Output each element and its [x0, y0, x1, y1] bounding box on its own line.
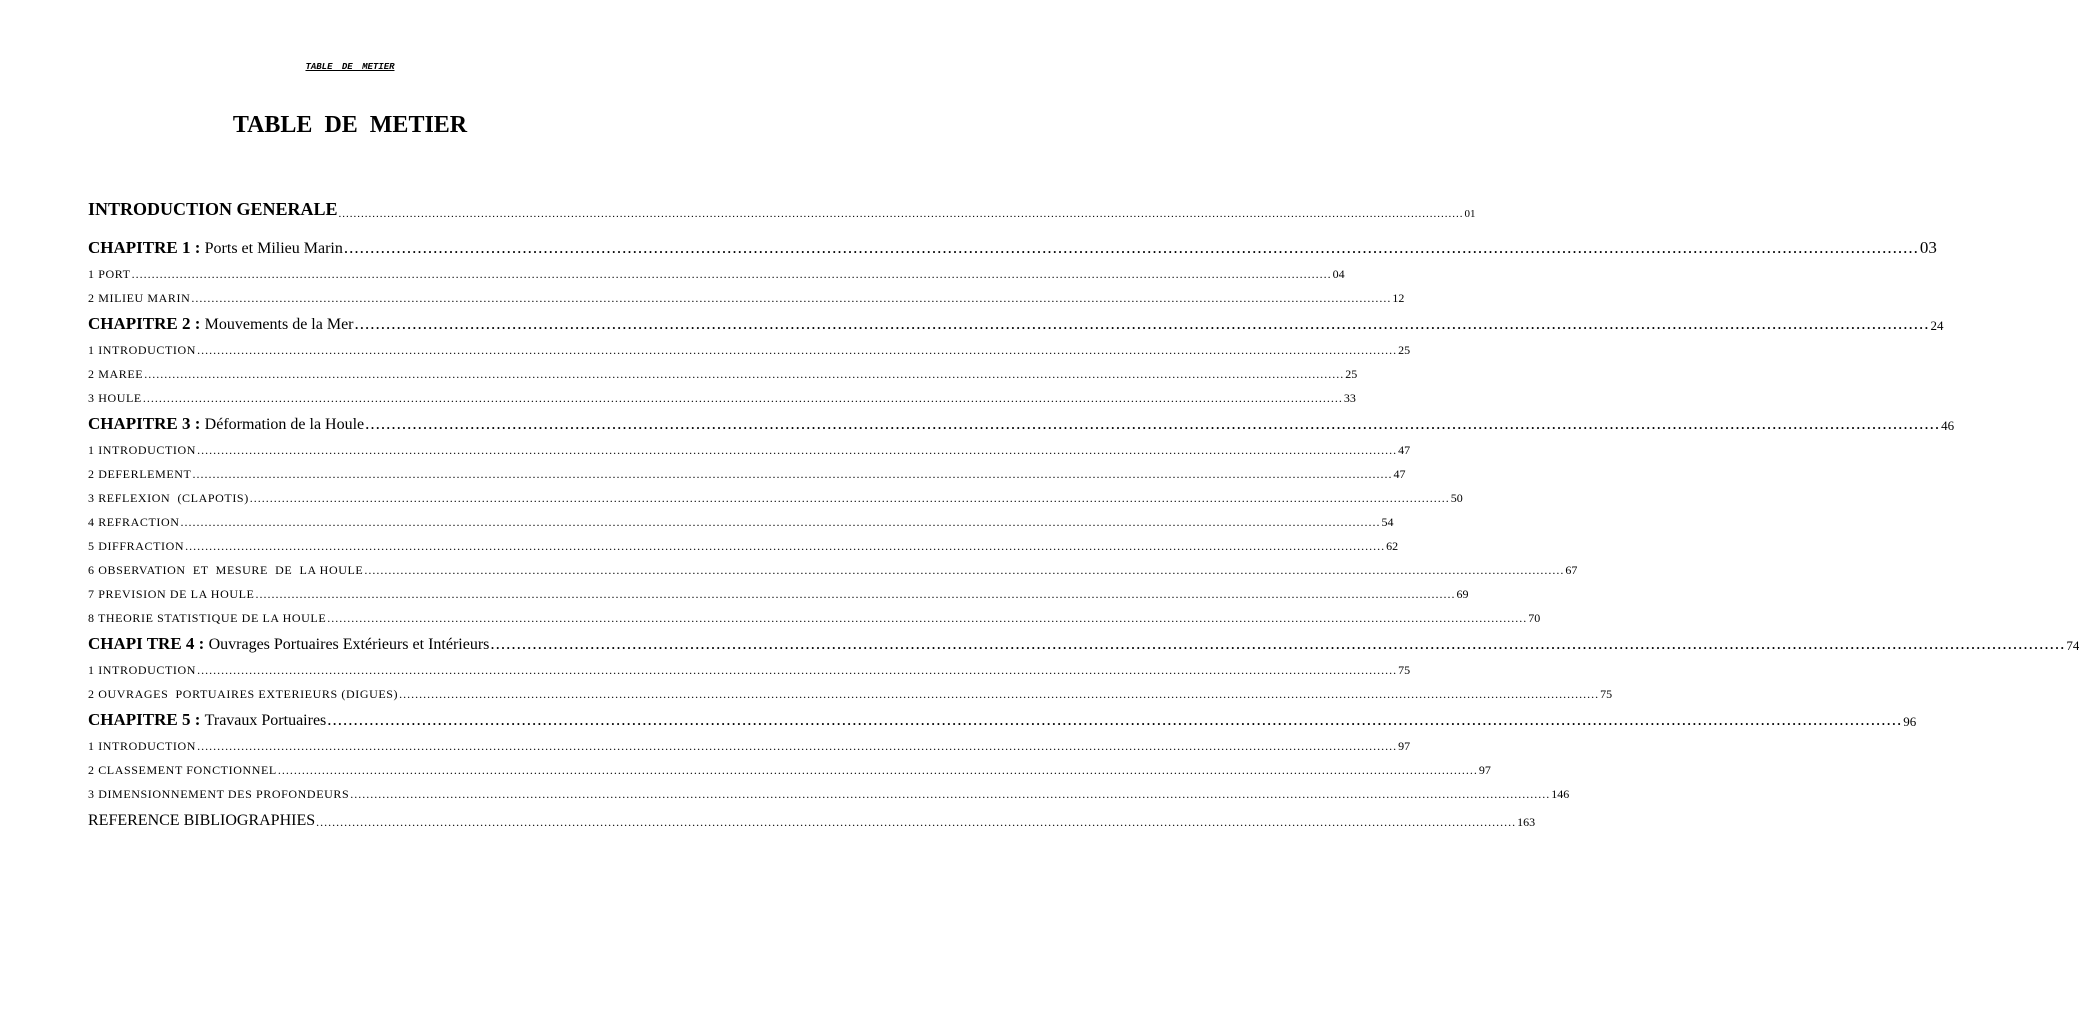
dot-leader: ............................................................................................................................................................................................................................................................................................................ [131, 267, 1332, 281]
section-page: 70 [1528, 611, 1541, 625]
section-label: 1 INTRODUCTION [88, 663, 197, 677]
toc-section [88, 778, 1570, 802]
chapter-name: Mouvements de la Mer [204, 316, 354, 333]
dot-leader: ............................................................................................................................................................................................................................................................................................................ [399, 687, 1600, 701]
section-page: 75 [1600, 687, 1613, 701]
chapter-page: 46 [1941, 418, 1955, 433]
toc-introduction-label: INTRODUCTION GENERALE [88, 199, 338, 219]
toc-references-page: 163 [1517, 815, 1536, 829]
chapter-name: Déformation de la Houle [204, 416, 365, 433]
section-label: 3 DIMENSIONNEMENT DES PROFONDEURS [88, 787, 350, 801]
section-page: 12 [1392, 291, 1405, 305]
toc-section [88, 458, 1406, 482]
section-label: 4 REFRACTION [88, 515, 180, 529]
chapter-page: 03 [1919, 238, 1937, 257]
chapter-number: CHAPITRE 5 : [88, 710, 201, 729]
section-page: 47 [1393, 467, 1406, 481]
section-page: 97 [1398, 739, 1411, 753]
toc-section [88, 530, 1399, 554]
toc-section [88, 358, 1358, 382]
section-label: 7 PREVISION DE LA HOULE [88, 587, 255, 601]
running-header: TABLE DE METIER [305, 62, 395, 72]
toc-references-label: REFERENCE BIBLIOGRAPHIES [88, 812, 316, 829]
dot-leader: ............................................................................................................................................................................................................................................................................................................ [144, 367, 1345, 381]
dot-leader: ............................................................................................................................................................................................................................................................................................................ [327, 710, 1903, 729]
chapter-page: 24 [1930, 318, 1944, 333]
section-page: 50 [1450, 491, 1463, 505]
section-page: 67 [1565, 563, 1578, 577]
toc-section [88, 434, 1411, 458]
toc-chapter-3 [88, 406, 1955, 434]
section-page: 04 [1332, 267, 1345, 281]
toc-section [88, 678, 1613, 702]
dot-leader: ............................................................................................................................................................................................................................................................................................................ [197, 443, 1398, 457]
chapter-number: CHAPI TRE 4 : [88, 634, 205, 653]
section-label: 3 HOULE [88, 391, 142, 405]
toc-section [88, 334, 1411, 358]
chapter-name: Travaux Portuaires [204, 712, 327, 729]
dot-leader: ............................................................................................................................................................................................................................................................................................................ [316, 815, 1517, 829]
section-label: 2 DEFERLEMENT [88, 467, 192, 481]
section-label: 2 MILIEU MARIN [88, 291, 191, 305]
dot-leader: ............................................................................................................................................................................................................................................................................................................ [343, 238, 1919, 257]
toc-references [88, 802, 1536, 830]
toc-chapter-1 [88, 220, 1937, 258]
toc-section [88, 578, 1469, 602]
dot-leader: ............................................................................................................................................................................................................................................................................................................ [365, 414, 1941, 433]
chapter-number: CHAPITRE 3 : [88, 414, 201, 433]
chapter-name: Ouvrages Portuaires Extérieurs et Intérieurs [208, 636, 490, 653]
chapter-number: CHAPITRE 2 : [88, 314, 201, 333]
dot-leader: ............................................................................................................................................................................................................................................................................................................ [197, 663, 1398, 677]
section-page: 69 [1456, 587, 1469, 601]
section-page: 54 [1381, 515, 1394, 529]
toc-section [88, 258, 1345, 282]
dot-leader: ............................................................................................................................................................................................................................................................................................................ [197, 343, 1398, 357]
dot-leader: ............................................................................................................................................................................................................................................................................................................ [180, 515, 1381, 529]
section-page: 62 [1386, 539, 1399, 553]
dot-leader: ............................................................................................................................................................................................................................................................................................................ [364, 563, 1565, 577]
section-label: 8 THEORIE STATISTIQUE DE LA HOULE [88, 611, 327, 625]
section-label: 2 CLASSEMENT FONCTIONNEL [88, 763, 277, 777]
toc-introduction-page: 01 [1464, 208, 1476, 220]
section-label: 2 OUVRAGES PORTUAIRES EXTERIEURS (DIGUES) [88, 687, 399, 701]
toc-chapter-4 [88, 626, 2079, 654]
section-label: 1 PORT [88, 267, 131, 281]
chapter-name: Ports et Milieu Marin [204, 240, 343, 257]
section-label: 1 INTRODUCTION [88, 443, 197, 457]
dot-leader: ............................................................................................................................................................................................................................................................................................................ [255, 587, 1456, 601]
section-label: 2 MAREE [88, 367, 144, 381]
dot-leader: ............................................................................................................................................................................................................................................................................................................ [350, 787, 1551, 801]
toc-section [88, 506, 1394, 530]
toc-chapter-5 [88, 702, 1917, 730]
toc-section [88, 730, 1411, 754]
dot-leader: ............................................................................................................................................................................................................................................................................................................ [197, 739, 1398, 753]
chapter-number: CHAPITRE 1 : [88, 238, 201, 257]
section-page: 25 [1345, 367, 1358, 381]
section-label: 1 INTRODUCTION [88, 343, 197, 357]
dot-leader: ............................................................................................................................................................................................................................................................................................................ [249, 491, 1450, 505]
dot-leader: ............................................................................................................................................................................................................................................................................................................ [354, 314, 1930, 333]
toc-section [88, 282, 1405, 306]
toc-introduction [88, 182, 1476, 220]
toc-section [88, 554, 1578, 578]
dot-leader: ............................................................................................................................................................................................................................................................................................................ [490, 634, 2066, 653]
section-page: 146 [1551, 787, 1570, 801]
toc-section [88, 602, 1541, 626]
toc-section [88, 382, 1356, 406]
chapter-page: 74 [2066, 638, 2079, 653]
section-label: 5 DIFFRACTION [88, 539, 185, 553]
section-label: 1 INTRODUCTION [88, 739, 197, 753]
chapter-page: 96 [1903, 714, 1917, 729]
section-label: 6 OBSERVATION ET MESURE DE LA HOULE [88, 563, 364, 577]
section-page: 97 [1478, 763, 1491, 777]
table-of-contents [88, 182, 2079, 830]
section-page: 75 [1398, 663, 1411, 677]
dot-leader: ............................................................................................................................................................................................................................................................................................................ [327, 611, 1528, 625]
page-title: TABLE DE METIER [232, 112, 468, 138]
toc-section [88, 754, 1491, 778]
dot-leader: ............................................................................................................................................................................................................................................................................................................ [185, 539, 1386, 553]
dot-leader: ............................................................................................................................................................................................................................................................................................................ [277, 763, 1478, 777]
section-page: 47 [1398, 443, 1411, 457]
toc-section [88, 482, 1463, 506]
section-page: 33 [1343, 391, 1356, 405]
section-page: 25 [1398, 343, 1411, 357]
dot-leader: ............................................................................................................................................................................................................................................................................................................ [142, 391, 1343, 405]
toc-section [88, 654, 1411, 678]
dot-leader: ............................................................................................................................................................................................................................................................................................................ [192, 467, 1393, 481]
section-label: 3 REFLEXION (CLAPOTIS) [88, 491, 249, 505]
dot-leader: ............................................................................................................................................................................................................................................................................................................ [338, 208, 1464, 220]
toc-chapter-2 [88, 306, 1944, 334]
dot-leader: ............................................................................................................................................................................................................................................................................................................ [191, 291, 1392, 305]
